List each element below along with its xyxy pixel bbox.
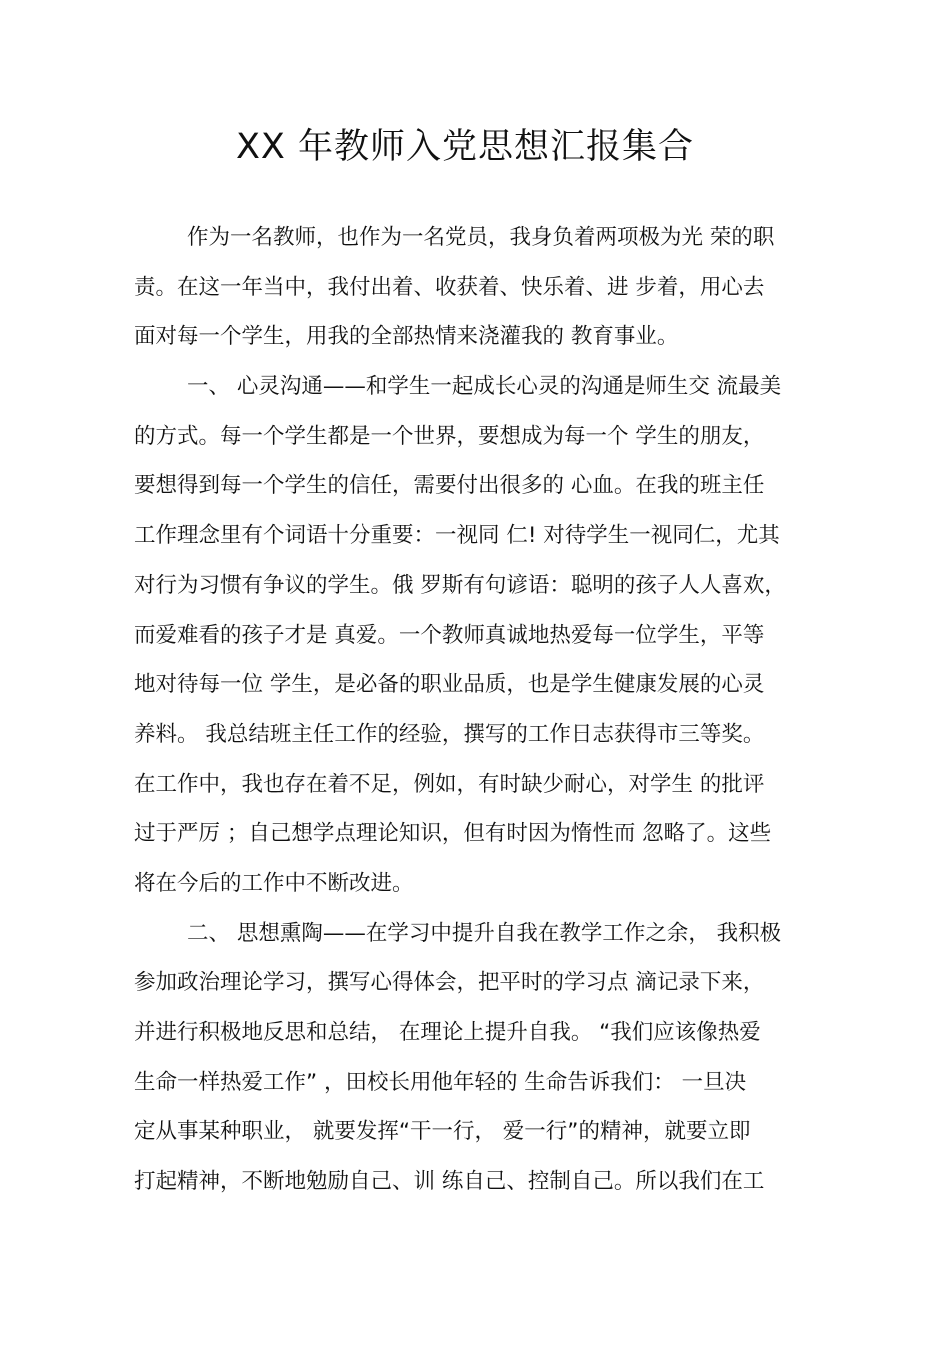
text-line: 工作理念里有个词语十分重要：一视同 仁! 对待学生一视同仁，尤其 [134, 523, 780, 549]
text-line: 定从事某种职业， 就要发挥“干一行， 爱一行”的精神，就要立即 [134, 1119, 751, 1145]
document-body [134, 213, 814, 1207]
text-line: 一、 心灵沟通——和学生一起成长心灵的沟通是师生交 流最美 [187, 374, 782, 400]
text-line: 并进行积极地反思和总结， 在理论上提升自我。 “我们应该像热爱 [134, 1020, 761, 1045]
text-line: 地对待每一位 学生，是必备的职业品质，也是学生健康发展的心灵 [134, 672, 765, 698]
text-line: 作为一名教师，也作为一名党员，我身负着两项极为光 荣的职 [187, 225, 775, 250]
text-line: 而爱难看的孩子才是 真爱。一个教师真诚地热爱每一位学生，平等 [134, 622, 765, 648]
text-line: 生命一样热爱工作” ，田校长用他年轻的 生命告诉我们： 一旦决 [134, 1069, 747, 1095]
text-line: 养料。 我总结班主任工作的经验，撰写的工作日志获得市三等奖。 [134, 721, 765, 747]
text-line: 打起精神，不断地勉励自己、训 练自己、控制自己。所以我们在工 [134, 1169, 765, 1195]
text-line: 二、 思想熏陶——在学习中提升自我在教学工作之余， 我积极 [187, 920, 782, 946]
text-line: 责。在这一年当中，我付出着、收获着、快乐着、进 步着，用心去 [134, 274, 765, 300]
text-line: 过于严厉 ；自己想学点理论知识，但有时因为惰性而 忽略了。这些 [134, 821, 772, 847]
text-line: 参加政治理论学习，撰写心得体会，把平时的学习点 滴记录下来， [134, 970, 765, 996]
text-line: 面对每一个学生，用我的全部热情来浇灌我的 教育事业。 [134, 324, 679, 350]
text-line: 对行为习惯有争议的学生。俄 罗斯有句谚语：聪明的孩子人人喜欢， [134, 572, 786, 598]
text-line: 的方式。每一个学生都是一个世界，要想成为每一个 学生的朋友， [134, 423, 765, 449]
text-line: 将在今后的工作中不断改进。 [134, 870, 414, 896]
text-line: 要想得到每一个学生的信任，需要付出很多的 心血。在我的班主任 [134, 473, 765, 499]
document-title: XX 年教师入党思想汇报集合 [235, 127, 695, 167]
text-line: 在工作中，我也存在着不足，例如，有时缺少耐心，对学生 的批评 [134, 771, 765, 797]
